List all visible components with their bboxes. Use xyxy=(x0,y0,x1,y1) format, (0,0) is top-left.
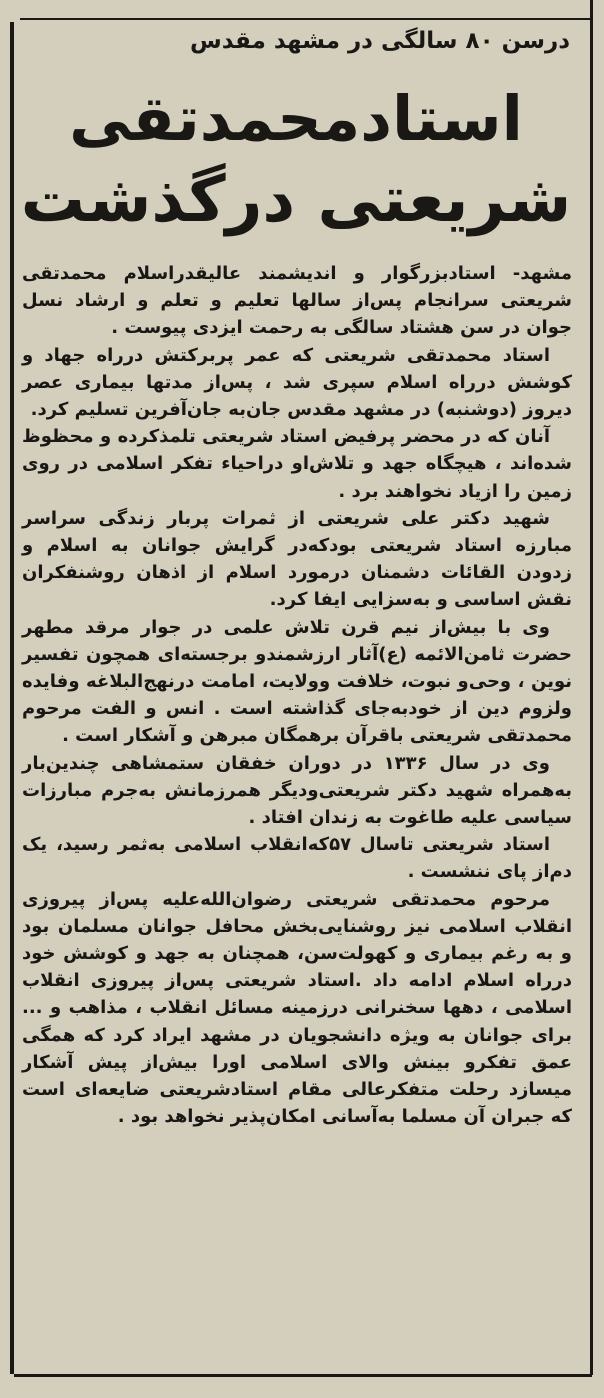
paragraph-2: استاد محمدتقی شریعتی که عمر پربرکتش درراه جهاد و کوشش درراه اسلام سپری شد ، پس‌از مدتها بیماری عصر دیروز (دوشنبه) در مشهد مقدس جان‌به جان‌آفرین تسلیم کرد. xyxy=(22,344,572,421)
paragraph-1: مشهد- استادبزرگوار و اندیشمند عالیقدراسلام محمدتقی شریعتی سرانجام پس‌از سالها تعلیم و تعلم و ارشاد نسل جوان در سن هشتاد سالگی به رحمت ایزدی پیوست . xyxy=(22,263,572,339)
article-body xyxy=(22,260,572,1131)
article-kicker: درسن ۸۰ سالگی در مشهد مقدس xyxy=(190,28,570,54)
bottom-rule xyxy=(14,1374,592,1377)
paragraph-5: وی با بیش‌از نیم قرن تلاش علمی در جوار مرقد مطهر حضرت ثامن‌الائمه (ع)آثار ارزشمندو برجسته‌ای همچون تفسیر نوین ، وحی‌و نبوت، خلافت وولایت، امامت درنهج‌البلاغه وفایده ولزوم دین از خودبه‌جای گذاشته است . انس و الفت مرحوم محمدتقی شریعتی باقرآن برهمگان مبرهن و آشکار است . xyxy=(22,616,572,747)
headline-line-1: استادمحمدتقی xyxy=(69,82,523,155)
paragraph-6: وی در سال ۱۳۳۶ در دوران خفقان ستمشاهی چندین‌بار به‌همراه شهید دکتر شریعتی‌ودیگر همرزمانش به‌جرم مبارزات سیاسی علیه طاغوت به زندان افتاد . xyxy=(22,752,572,829)
paragraph-4: شهید دکتر علی شریعتی از ثمرات پربار زندگی سراسر مبارزه استاد شریعتی بودکه‌در گرایش جوانان به اسلام و زدودن القائات دشمنان درمورد اسلام از اذهان روشنفکران نقش اساسی و به‌سزایی ایفا کرد. xyxy=(22,507,572,611)
paragraph-7: استاد شریعتی تاسال ۵۷که‌انقلاب اسلامی به‌ثمر رسید، یک دم‌از پای ننشست . xyxy=(22,834,572,883)
top-rule xyxy=(20,18,590,20)
paragraph-8: مرحوم محمدتقی شریعتی رضوان‌الله‌علیه پس‌از پیروزی انقلاب اسلامی نیز روشنایی‌بخش محافل جوانان مسلمان بود و به رغم بیماری و کهولت‌سن، همچنان به جهد و کوشش خود درراه اسلام ادامه داد .استاد شریعتی پس‌از پیروزی انقلاب اسلامی ، دهها سخنرانی درزمینه مسائل انقلاب ، مذاهب و ... برای جوانان به ویژه دانشجویان در مشهد ایراد کرد که همگی عمق تفکرو بینش والای اسلامی اورا بیش‌از پیش آشکار میسازد رحلت متفکرعالی مقام استادشریعتی ضایعه‌ای است که جبران آن مسلما به‌آسانی امکان‌پذیر نخواهد بود . xyxy=(22,888,572,1128)
clipping-right-border xyxy=(590,0,593,1375)
paragraph-3: آنان که در محضر پرفیض استاد شریعتی تلمذکرده و محظوظ شده‌اند ، هیچگاه جهد و تلاش‌او دراحیاء تفکر اسلامی در روی زمین را ازیاد نخواهند برد . xyxy=(22,426,572,502)
headline-line-2: شریعتی درگذشت xyxy=(20,163,572,237)
clipping-left-border xyxy=(10,22,14,1374)
